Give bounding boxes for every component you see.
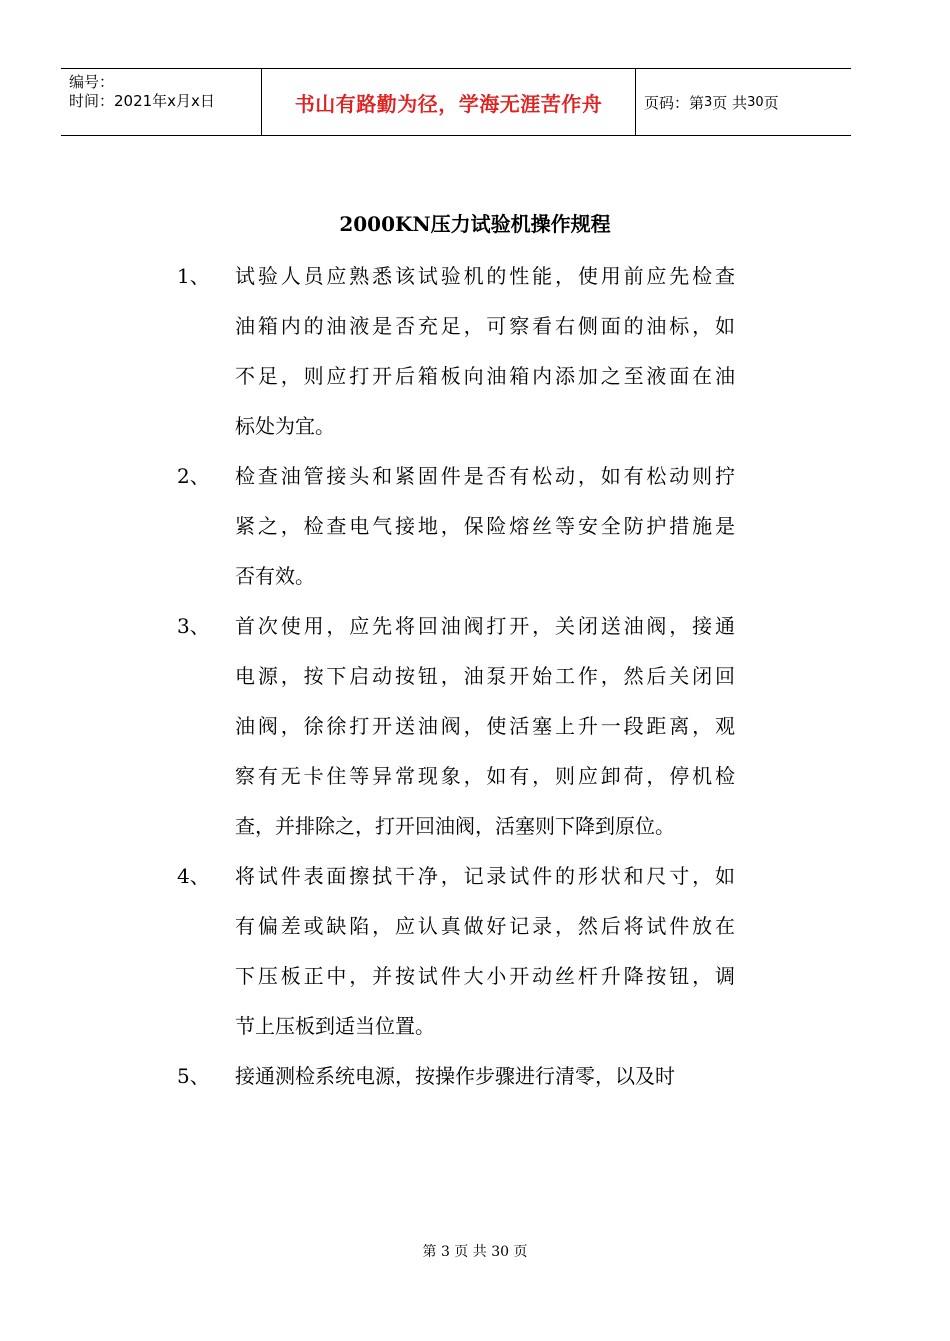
procedure-item [0, 251, 950, 451]
header-page-code [636, 69, 851, 135]
procedure-text-line: 节上压板到适当位置。 [235, 1014, 435, 1038]
procedure-text-line: 查，并排除之，打开回油阀，活塞则下降到原位。 [235, 814, 675, 838]
doc-number-label: 编号： [69, 73, 115, 91]
procedure-item-number: 4、 [177, 864, 210, 888]
procedure-text-line: 察有无卡住等异常现象，如有，则应卸荷，停机检 [235, 764, 735, 788]
page-code-prefix: 页码：第 [644, 93, 705, 112]
page-code-total: 30 [747, 94, 764, 110]
page-code-current: 3 [704, 94, 713, 110]
page-code-suffix: 页 [763, 93, 779, 112]
page-header [61, 68, 851, 136]
header-motto: 书山有路勤为径，学海无涯苦作舟 [262, 69, 636, 135]
procedure-item-text [235, 251, 735, 451]
procedure-item-number: 5、 [177, 1064, 210, 1088]
procedure-text-line: 油阀，徐徐打开送油阀，使活塞上升一段距离，观 [235, 714, 735, 738]
procedure-item-text [235, 1051, 735, 1101]
procedure-text-line: 否有效。 [235, 564, 315, 588]
procedure-text-line: 检查油管接头和紧固件是否有松动，如有松动则拧 [235, 464, 735, 488]
document-title: 2000KN压力试验机操作规程 [339, 212, 611, 236]
procedure-text-line: 有偏差或缺陷，应认真做好记录，然后将试件放在 [235, 914, 735, 938]
procedure-text-line: 油箱内的油液是否充足，可察看右侧面的油标，如 [235, 314, 735, 338]
procedure-text-line: 首次使用，应先将回油阀打开，关闭送油阀，接通 [235, 614, 735, 638]
procedure-item-text [235, 451, 735, 601]
procedure-text-line: 接通测检系统电源，按操作步骤进行清零，以及时 [235, 1064, 675, 1088]
procedure-item-number: 3、 [177, 614, 210, 638]
page-footer: 第 3 页 共 30 页 [422, 1244, 528, 1260]
procedure-text-line: 下压板正中，并按试件大小开动丝杆升降按钮，调 [235, 964, 735, 988]
procedure-item-text [235, 601, 735, 851]
procedure-text-line: 紧之，检查电气接地，保险熔丝等安全防护措施是 [235, 514, 735, 538]
procedure-text-line: 标处为宜。 [235, 414, 335, 438]
procedure-item [0, 601, 950, 851]
doc-time-label: 时间：2021年x月x日 [69, 92, 215, 110]
header-info-cell [61, 69, 262, 135]
procedure-text-line: 将试件表面擦拭干净，记录试件的形状和尺寸，如 [235, 864, 735, 888]
procedure-item [0, 451, 950, 601]
procedure-item [0, 1051, 950, 1101]
procedure-text-line: 不足，则应打开后箱板向油箱内添加之至液面在油 [235, 364, 735, 388]
procedure-item-number: 2、 [177, 464, 210, 488]
procedure-list [0, 251, 950, 1101]
procedure-item-number: 1、 [177, 264, 210, 288]
procedure-item [0, 851, 950, 1051]
procedure-item-text [235, 851, 735, 1051]
procedure-text-line: 电源，按下启动按钮，油泵开始工作，然后关闭回 [235, 664, 735, 688]
procedure-text-line: 试验人员应熟悉该试验机的性能，使用前应先检查 [235, 264, 735, 288]
page-code-mid: 页 共 [712, 93, 748, 112]
